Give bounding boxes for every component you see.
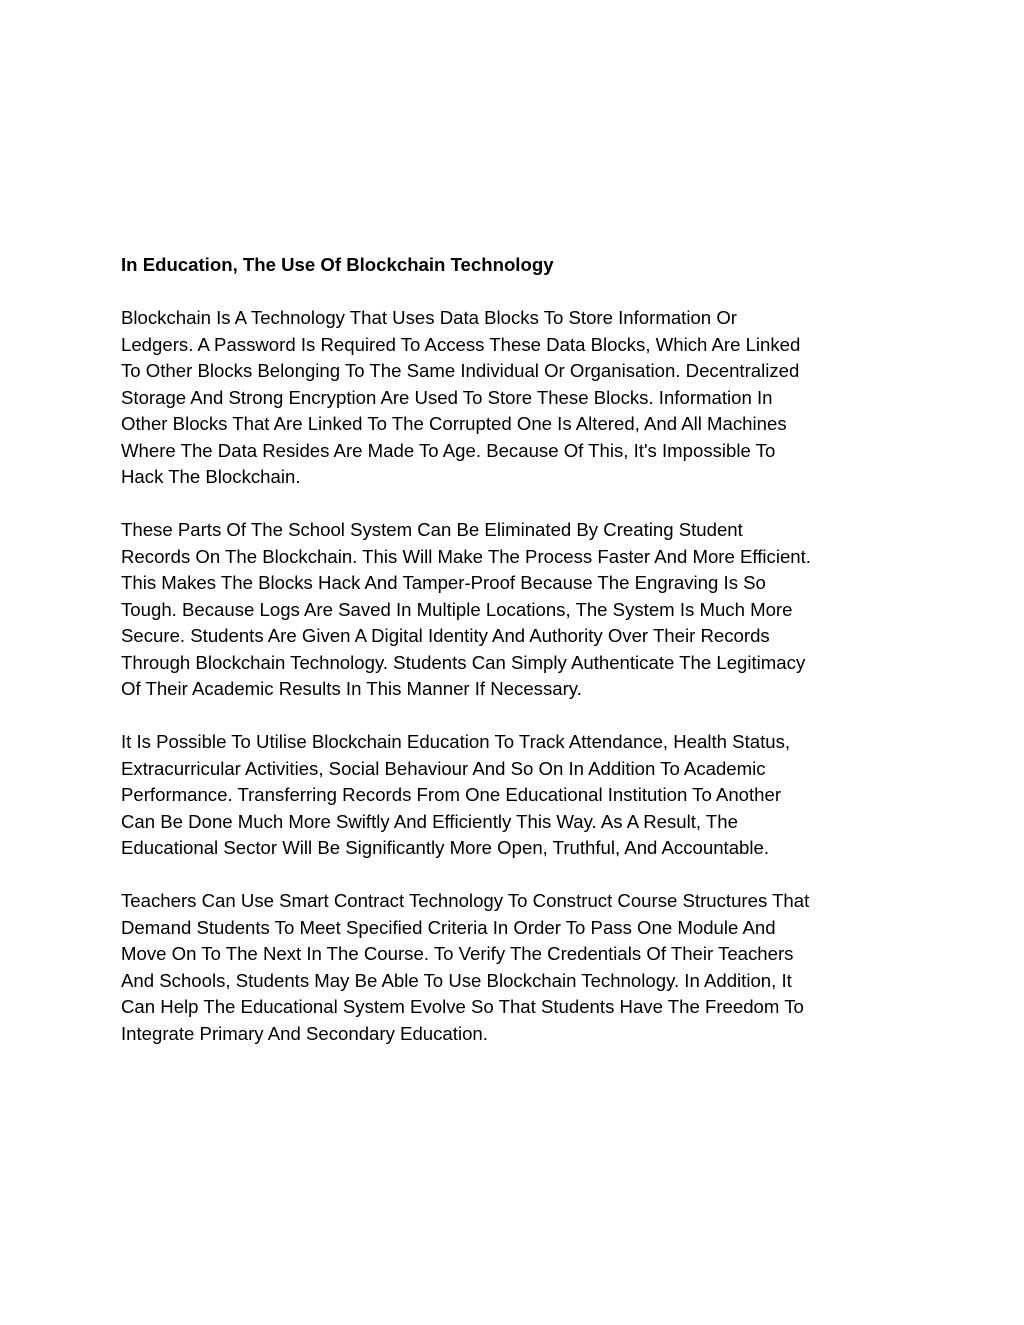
paragraph-line: Of Their Academic Results In This Manner If Necessary. — [121, 678, 582, 699]
paragraph-line: Educational Sector Will Be Significantly More Open, Truthful, And Accountable. — [121, 837, 770, 858]
paragraph-line: Demand Students To Meet Specified Criteria In Order To Pass One Module And — [121, 916, 776, 938]
paragraph-line: Can Help The Educational System Evolve So That Students Have The Freedom To — [121, 996, 804, 1017]
paragraph-line: Records On The Blockchain. This Will Make The Process Faster And More Efficient. — [121, 545, 811, 567]
paragraph-1 — [121, 305, 881, 491]
paragraph-line: Can Be Done Much More Swiftly And Efficiently This Way. As A Result, The — [121, 810, 738, 832]
paragraph-line: Secure. Students Are Given A Digital Identity And Authority Over Their Records — [121, 625, 770, 646]
paragraph-line: And Schools, Students May Be Able To Use Blockchain Technology. In Addition, It — [121, 969, 792, 991]
paragraph-line: Hack The Blockchain. — [121, 466, 301, 487]
paragraph-2 — [121, 517, 881, 703]
paragraph-line: This Makes The Blocks Hack And Tamper-Proof Because The Engraving Is So — [121, 572, 766, 593]
paragraph-line: Storage And Strong Encryption Are Used To Store These Blocks. Information In — [121, 386, 773, 408]
paragraph-line: Teachers Can Use Smart Contract Technology To Construct Course Structures That — [121, 890, 810, 911]
paragraph-line: Tough. Because Logs Are Saved In Multiple Locations, The System Is Much More — [121, 598, 793, 620]
paragraph-line: Blockchain Is A Technology That Uses Data Blocks To Store Information Or — [121, 307, 737, 328]
paragraph-4 — [121, 888, 881, 1047]
paragraph-line: To Other Blocks Belonging To The Same Individual Or Organisation. Decentralized — [121, 360, 800, 381]
paragraph-line: Move On To The Next In The Course. To Verify The Credentials Of Their Teachers — [121, 943, 794, 964]
document-title: In Education, The Use Of Blockchain Technology — [121, 254, 554, 275]
paragraph-line: Other Blocks That Are Linked To The Corrupted One Is Altered, And All Machines — [121, 413, 787, 434]
paragraph-line: These Parts Of The School System Can Be Eliminated By Creating Student — [121, 519, 743, 540]
paragraph-line: Ledgers. A Password Is Required To Access These Data Blocks, Which Are Linked — [121, 333, 801, 355]
paragraph-line: Where The Data Resides Are Made To Age. Because Of This, It's Impossible To — [121, 439, 776, 461]
paragraph-line: Through Blockchain Technology. Students Can Simply Authenticate The Legitimacy — [121, 651, 806, 673]
paragraph-line: Integrate Primary And Secondary Education. — [121, 1022, 488, 1044]
document-body — [121, 252, 881, 1047]
paragraph-line: It Is Possible To Utilise Blockchain Education To Track Attendance, Health Status, — [121, 731, 791, 752]
paragraph-line: Performance. Transferring Records From One Educational Institution To Another — [121, 784, 782, 805]
paragraph-line: Extracurricular Activities, Social Behaviour And So On In Addition To Academic — [121, 757, 766, 779]
paragraph-3 — [121, 729, 881, 862]
